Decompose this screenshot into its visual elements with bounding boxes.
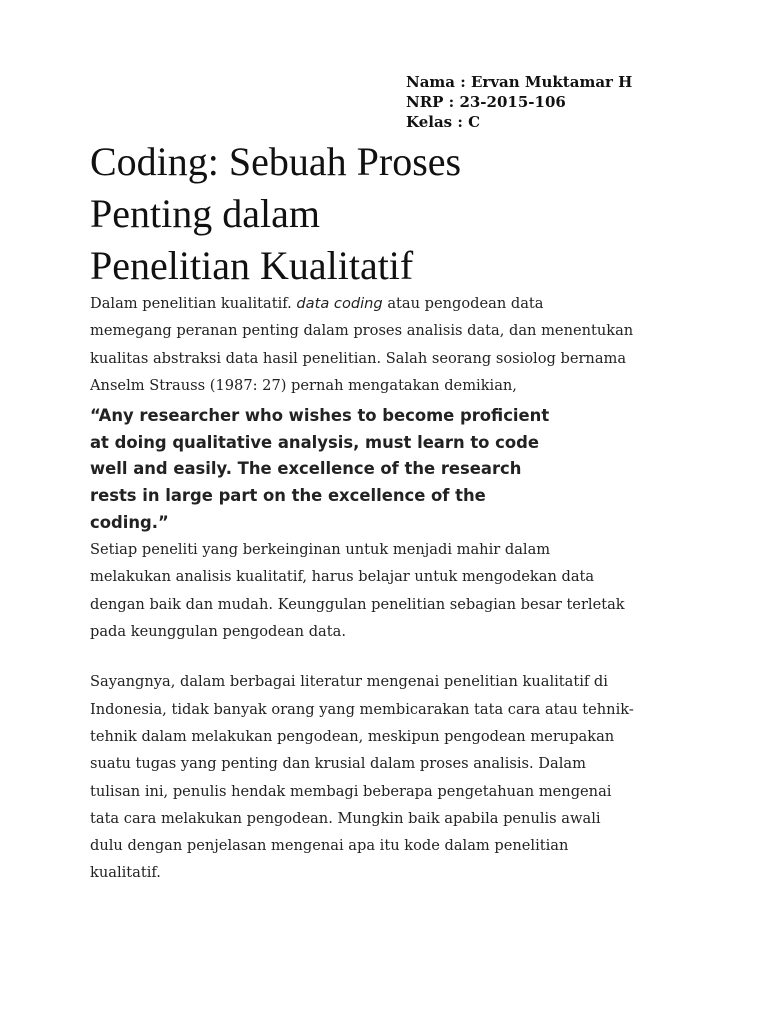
text-line: tulisan ini, penulis hendak membagi beberapa pengetahuan mengenai xyxy=(90,782,612,800)
text-line xyxy=(90,290,690,317)
text-run: atau pengodean data xyxy=(382,295,544,312)
block-quote xyxy=(90,403,690,536)
title-line: Coding: Sebuah Proses xyxy=(90,139,462,184)
document-title xyxy=(90,136,710,292)
intro-paragraph xyxy=(90,290,690,399)
quote-line: coding.” xyxy=(90,512,169,532)
translation-paragraph xyxy=(90,536,690,645)
text-run: Dalam penelitian kualitatif. xyxy=(90,295,297,312)
text-line: dengan baik dan mudah. Keunggulan penelitian sebagian besar terletak xyxy=(90,595,625,613)
quote-line: at doing qualitative analysis, must learn to code xyxy=(90,432,539,452)
title-line: Penting dalam xyxy=(90,191,320,236)
text-line: Sayangnya, dalam berbagai literatur mengenai penelitian kualitatif di xyxy=(90,673,608,691)
text-line: melakukan analisis kualitatif, harus belajar untuk mengodekan data xyxy=(90,568,595,586)
text-line: kualitatif. xyxy=(90,864,161,882)
paragraph-spacer xyxy=(90,645,690,668)
text-line: suatu tugas yang penting dan krusial dalam proses analisis. Dalam xyxy=(90,755,586,773)
text-line: kualitas abstraksi data hasil penelitian. Salah seorang sosiolog bernama xyxy=(90,349,627,367)
text-line: Indonesia, tidak banyak orang yang membicarakan tata cara atau tehnik- xyxy=(90,700,634,718)
emphasis-term: data coding xyxy=(296,295,383,312)
text-line: pada keunggulan pengodean data. xyxy=(90,623,346,641)
text-line: dulu dengan penjelasan mengenai apa itu kode dalam penelitian xyxy=(90,837,569,855)
text-line: memegang peranan penting dalam proses analisis data, dan menentukan xyxy=(90,322,634,340)
title-line: Penelitian Kualitatif xyxy=(90,243,414,288)
text-line: tata cara melakukan pengodean. Mungkin baik apabila penulis awali xyxy=(90,809,601,827)
text-line: Anselm Strauss (1987: 27) pernah mengatakan demikian, xyxy=(90,376,517,394)
quote-line: “Any researcher who wishes to become proficient xyxy=(90,406,550,426)
closing-paragraph xyxy=(90,668,690,886)
class-label: Kelas : C xyxy=(406,113,481,131)
student-id: NRP : 23-2015-106 xyxy=(406,93,566,111)
author-info xyxy=(406,72,632,132)
quote-line: well and easily. The excellence of the research xyxy=(90,459,522,479)
author-name: Nama : Ervan Muktamar H xyxy=(406,73,633,91)
quote-line: rests in large part on the excellence of the xyxy=(90,485,486,505)
text-line: Setiap peneliti yang berkeinginan untuk menjadi mahir dalam xyxy=(90,541,551,559)
text-line: tehnik dalam melakukan pengodean, meskipun pengodean merupakan xyxy=(90,727,615,745)
document-body xyxy=(90,290,690,887)
